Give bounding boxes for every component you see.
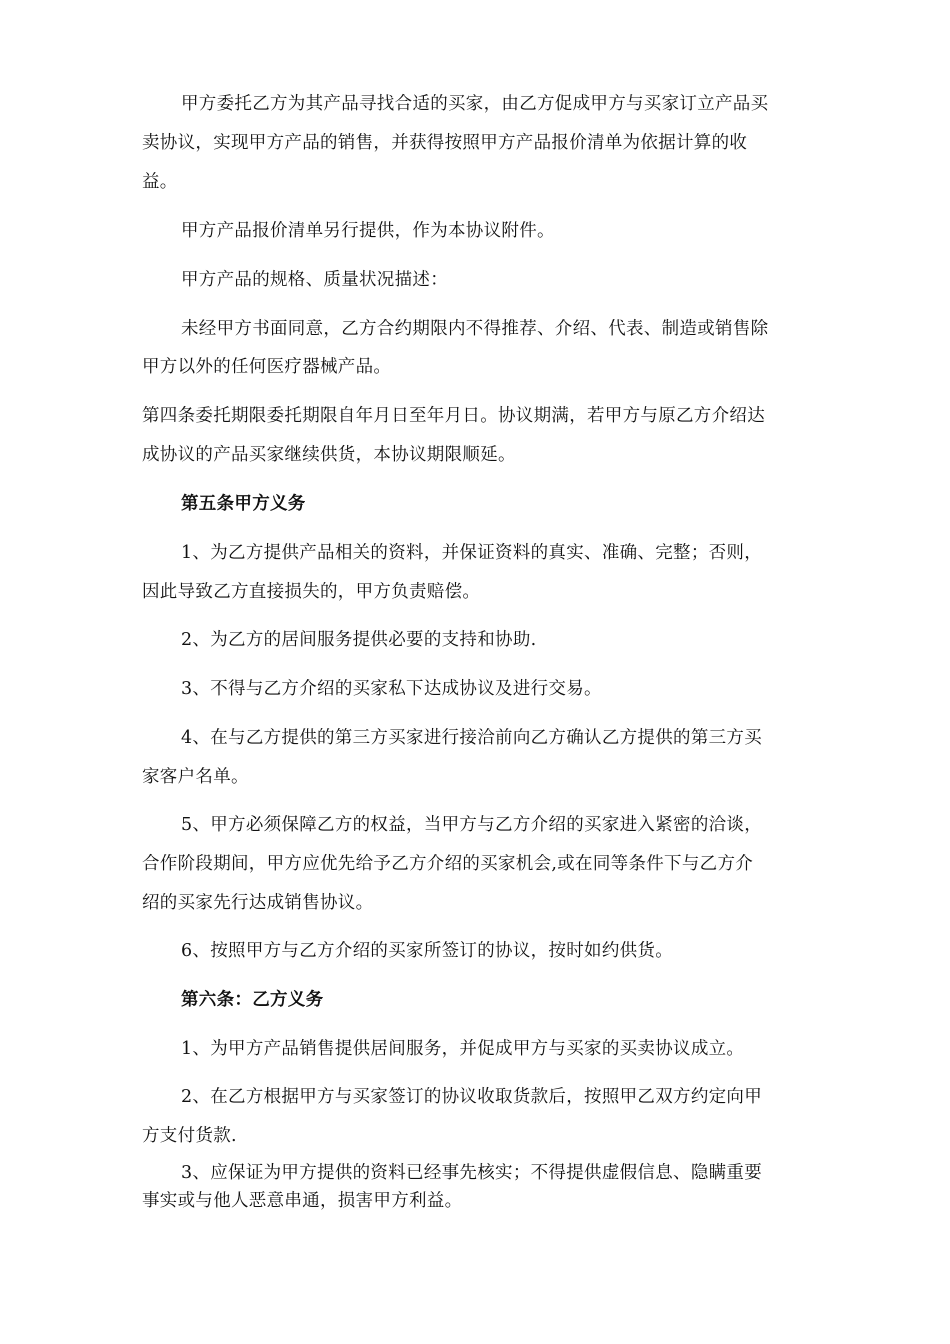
article-4-line-1: 第四条委托期限委托期限自年月日至年月日。协议期满，若甲方与原乙方介绍达 [142,406,765,426]
paragraph-1-line-1: 甲方委托乙方为其产品寻找合适的买家，由乙方促成甲方与买家订立产品买 [181,94,769,114]
article-6-item-3-line-2: 事实或与他人恶意串通，损害甲方利益。 [142,1191,463,1211]
paragraph-4-line-1: 未经甲方书面同意，乙方合约期限内不得推荐、介绍、代表、制造或销售除 [181,319,769,339]
article-5-heading: 第五条甲方义务 [181,494,306,514]
article-5-item-1-line-1: 1、为乙方提供产品相关的资料，并保证资料的真实、准确、完整；否则， [181,543,763,563]
article-5-item-5-line-2: 合作阶段期间，甲方应优先给予乙方介绍的买家机会,或在同等条件下与乙方介 [142,854,754,874]
article-5-item-6: 6、按照甲方与乙方介绍的买家所签订的协议，按时如约供货。 [181,941,674,961]
paragraph-3-line-1: 甲方产品的规格、质量状况描述： [181,270,448,290]
article-6-item-2-line-1: 2、在乙方根据甲方与买家签订的协议收取货款后，按照甲乙双方约定向甲 [181,1087,763,1107]
article-5-item-1-line-2: 因此导致乙方直接损失的，甲方负责赔偿。 [142,582,481,602]
article-5-item-2: 2、为乙方的居间服务提供必要的支持和协助. [181,630,537,650]
article-6-item-2-line-2: 方支付货款. [142,1126,237,1146]
article-6-item-1: 1、为甲方产品销售提供居间服务，并促成甲方与买家的买卖协议成立。 [181,1039,745,1059]
article-5-item-4-line-2: 家客户名单。 [142,767,249,787]
article-5-item-5-line-1: 5、甲方必须保障乙方的权益，当甲方与乙方介绍的买家进入紧密的洽谈， [181,815,763,835]
paragraph-1-line-2: 卖协议，实现甲方产品的销售，并获得按照甲方产品报价清单为依据计算的收 [142,133,748,153]
paragraph-1-line-3: 益。 [142,172,178,192]
article-5-item-4-line-1: 4、在与乙方提供的第三方买家进行接洽前向乙方确认乙方提供的第三方买 [181,728,763,748]
article-5-item-3: 3、不得与乙方介绍的买家私下达成协议及进行交易。 [181,679,602,699]
paragraph-4-line-2: 甲方以外的任何医疗器械产品。 [142,357,392,377]
article-4-line-2: 成协议的产品买家继续供货，本协议期限顺延。 [142,445,516,465]
article-5-item-5-line-3: 绍的买家先行达成销售协议。 [142,893,374,913]
article-6-item-3-line-1: 3、应保证为甲方提供的资料已经事先核实；不得提供虚假信息、隐瞒重要 [181,1163,763,1183]
paragraph-2-line-1: 甲方产品报价清单另行提供，作为本协议附件。 [181,221,555,241]
article-6-heading: 第六条：乙方义务 [181,990,324,1010]
